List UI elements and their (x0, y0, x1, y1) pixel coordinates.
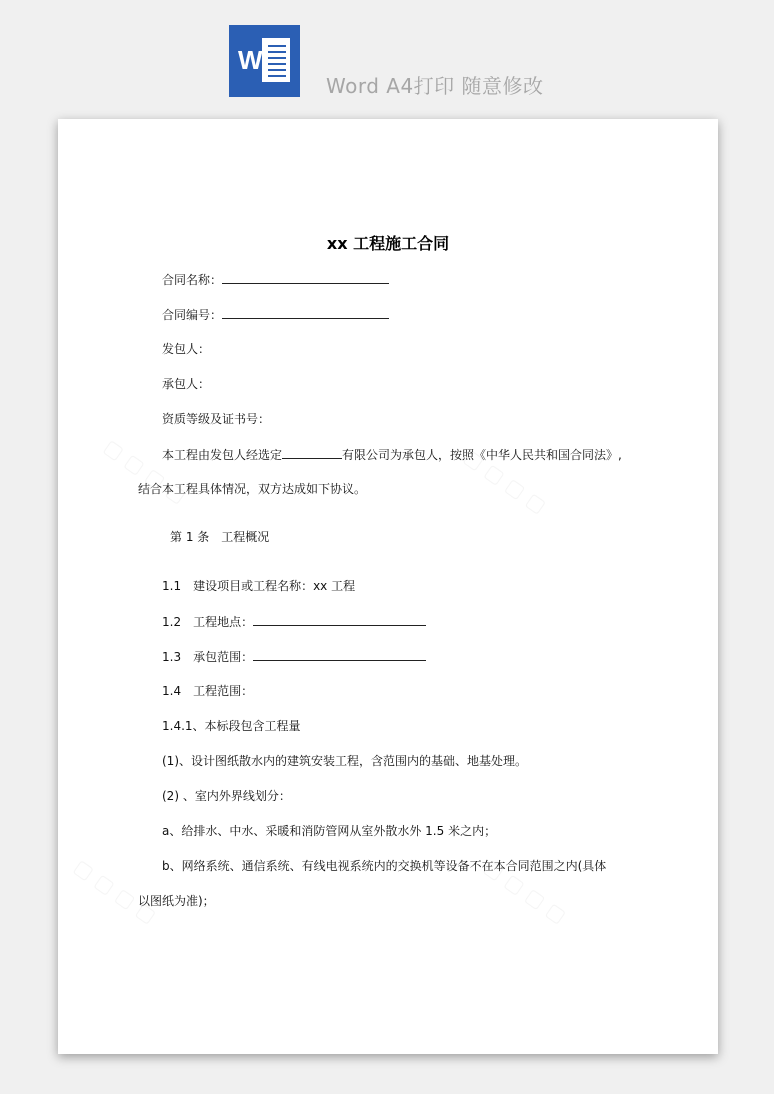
document-title: xx 工程施工合同 (326, 234, 450, 253)
intro-paragraph-line2: 结合本工程具体情况，双方达成如下协议。 (138, 482, 367, 496)
scope-blank (253, 648, 426, 661)
item-1-4: 1.4 工程范围： (162, 684, 254, 698)
contract-name-label: 合同名称： (162, 273, 223, 287)
item-1-2 (162, 613, 426, 630)
document-page-icon (262, 38, 290, 82)
watermark-mark (70, 854, 161, 928)
company-blank (282, 446, 342, 459)
scope-item-2: (2) 、室内外界线划分： (162, 789, 291, 803)
banner-caption: Word A4打印 随意修改 (326, 74, 544, 98)
intro-paragraph-line1 (162, 446, 622, 463)
scope-item-b-line1: b、网络系统、通信系统、有线电视系统内的交换机等设备不在本合同范围之内(具体 (162, 859, 607, 873)
scope-item-b-line2: 以图纸为准)； (138, 894, 215, 908)
item-1-4-1: 1.4.1、本标段包含工程量 (162, 719, 301, 733)
contract-name-blank (222, 271, 389, 284)
contract-no-blank (222, 306, 389, 319)
item-1-3 (162, 648, 426, 665)
contract-no-field (162, 306, 389, 323)
contractor-label: 承包人： (162, 377, 211, 391)
article-heading: 第 1 条 工程概况 (170, 530, 270, 544)
intro-part2: 有限公司为承包人，按照《中华人民共和国合同法》, (342, 448, 622, 462)
employer-label: 发包人： (162, 342, 211, 356)
word-logo-icon (229, 25, 300, 97)
banner (0, 0, 774, 118)
qualification-label: 资质等级及证书号： (162, 412, 271, 426)
item-1-2-label: 1.2 工程地点： (162, 615, 254, 629)
scope-item-a: a、给排水、中水、采暖和消防管网从室外散水外 1.5 米之内； (162, 824, 497, 838)
contract-name-field (162, 271, 389, 288)
word-logo-letter: W (238, 45, 263, 75)
item-1-1: 1.1 建设项目或工程名称：xx 工程 (162, 579, 356, 593)
intro-part1: 本工程由发包人经选定 (162, 448, 283, 462)
item-1-3-label: 1.3 承包范围： (162, 650, 254, 664)
contract-no-label: 合同编号： (162, 308, 223, 322)
location-blank (253, 613, 426, 626)
scope-item-1: (1)、设计图纸散水内的建筑安装工程，含范围内的基础、地基处理。 (162, 754, 528, 768)
document-page (58, 119, 718, 1054)
